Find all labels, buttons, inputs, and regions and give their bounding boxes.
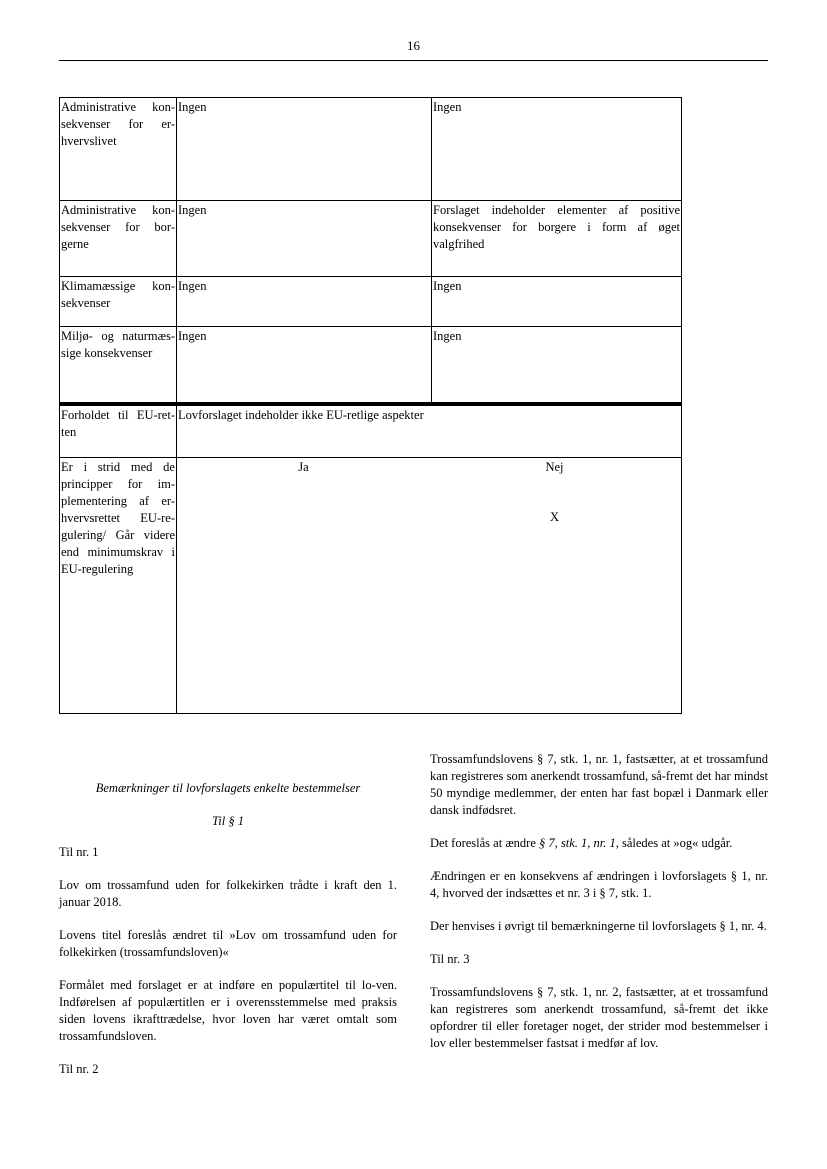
table-row — [60, 201, 682, 277]
page-number: 16 — [407, 38, 420, 53]
table-cell: Ingen — [177, 277, 432, 327]
row-label: Klimamæssige kon-sekvenser — [60, 277, 177, 327]
table-cell: Forslaget indeholder elementer af positive konsekvenser for borgere i form af øget valgfrihed — [432, 201, 682, 277]
table-cell: Ingen — [432, 277, 682, 327]
paragraph: Til nr. 3 — [430, 952, 470, 966]
paragraph: Lovens titel foreslås ændret til »Lov om trossamfund uden for folkekirken (trossamfundsloven)« — [59, 928, 397, 959]
text-run: således at »og« udgår. — [618, 836, 733, 850]
table-row — [60, 458, 682, 714]
paragraph — [430, 835, 768, 852]
table-cell: Ingen — [177, 327, 432, 404]
table-cell: Ingen — [432, 98, 682, 201]
section-heading: Bemærkninger til lovforslagets enkelte bestemmelser — [95, 781, 361, 795]
row-label: Administrative kon-sekvenser for er-hvervslivet — [60, 98, 177, 201]
table-cell — [177, 458, 682, 714]
right-column — [430, 751, 768, 1068]
paragraph: Trossamfundslovens § 7, stk. 1, nr. 1, fastsætter, at et trossamfund kan registreres som anerkendt trossamfund, så-fremt det har mindst 50 myndige medlemmer, der enten har fast bopæl i Danmark eller dansk indfødsret. — [430, 752, 768, 817]
row-label: Miljø- og naturmæs-sige konsekvenser — [60, 327, 177, 404]
nej-label: Nej — [545, 460, 564, 474]
table-row — [60, 98, 682, 201]
row-label: Forholdet til EU-ret-ten — [60, 404, 177, 458]
table-cell: Ingen — [177, 201, 432, 277]
row-label: Er i strid med de principper for im-plementering af er-hvervsrettet EU-re-gulering/ Går videre end minimumskrav i EU-regulering — [60, 458, 177, 714]
impact-table — [59, 97, 682, 714]
paragraph: Der henvises i øvrigt til bemærkningerne til lovforslagets § 1, nr. 4. — [430, 919, 767, 933]
left-column — [59, 780, 397, 1094]
paragraph: Til nr. 2 — [59, 1062, 99, 1076]
table-cell: Ingen — [177, 98, 432, 201]
nej-mark: X — [549, 510, 560, 524]
ja-nej-columns — [178, 459, 680, 526]
table-row — [60, 404, 682, 458]
ja-label: Ja — [298, 460, 309, 474]
nej-column — [429, 459, 680, 526]
paragraph: Ændringen er en konsekvens af ændringen i lovforslagets § 1, nr. 4, hvorved der indsættes et nr. 3 i § 7, stk. 1. — [430, 869, 768, 900]
ja-column — [178, 459, 429, 526]
table-row — [60, 327, 682, 404]
reference: § 7, stk. 1, nr. 1, — [539, 836, 619, 850]
paragraph: Trossamfundslovens § 7, stk. 1, nr. 2, fastsætter, at et trossamfund kan registreres som anerkendt trossamfund, så-fremt det ikke opfordrer til eller foretager noget, der strider mod bestemmelser i lov eller bestemmelser fastsat i medfør af lov. — [430, 985, 768, 1050]
header-rule — [59, 60, 768, 61]
section-subheading: Til § 1 — [212, 814, 244, 828]
table-row — [60, 277, 682, 327]
paragraph: Lov om trossamfund uden for folkekirken trådte i kraft den 1. januar 2018. — [59, 878, 397, 909]
paragraph: Til nr. 1 — [59, 845, 99, 859]
paragraph: Formålet med forslaget er at indføre en populærtitel til lo-ven. Indførelsen af populærtitlen er i overensstemmelse med praksis siden lovens ikrafttrædelse, hvor loven har været omtalt som trossamfundsloven. — [59, 978, 397, 1043]
table-cell: Ingen — [432, 327, 682, 404]
table-cell: Lovforslaget indeholder ikke EU-retlige aspekter — [177, 404, 682, 458]
text-run: Det foreslås at ændre — [430, 836, 539, 850]
row-label: Administrative kon-sekvenser for bor-gerne — [60, 201, 177, 277]
